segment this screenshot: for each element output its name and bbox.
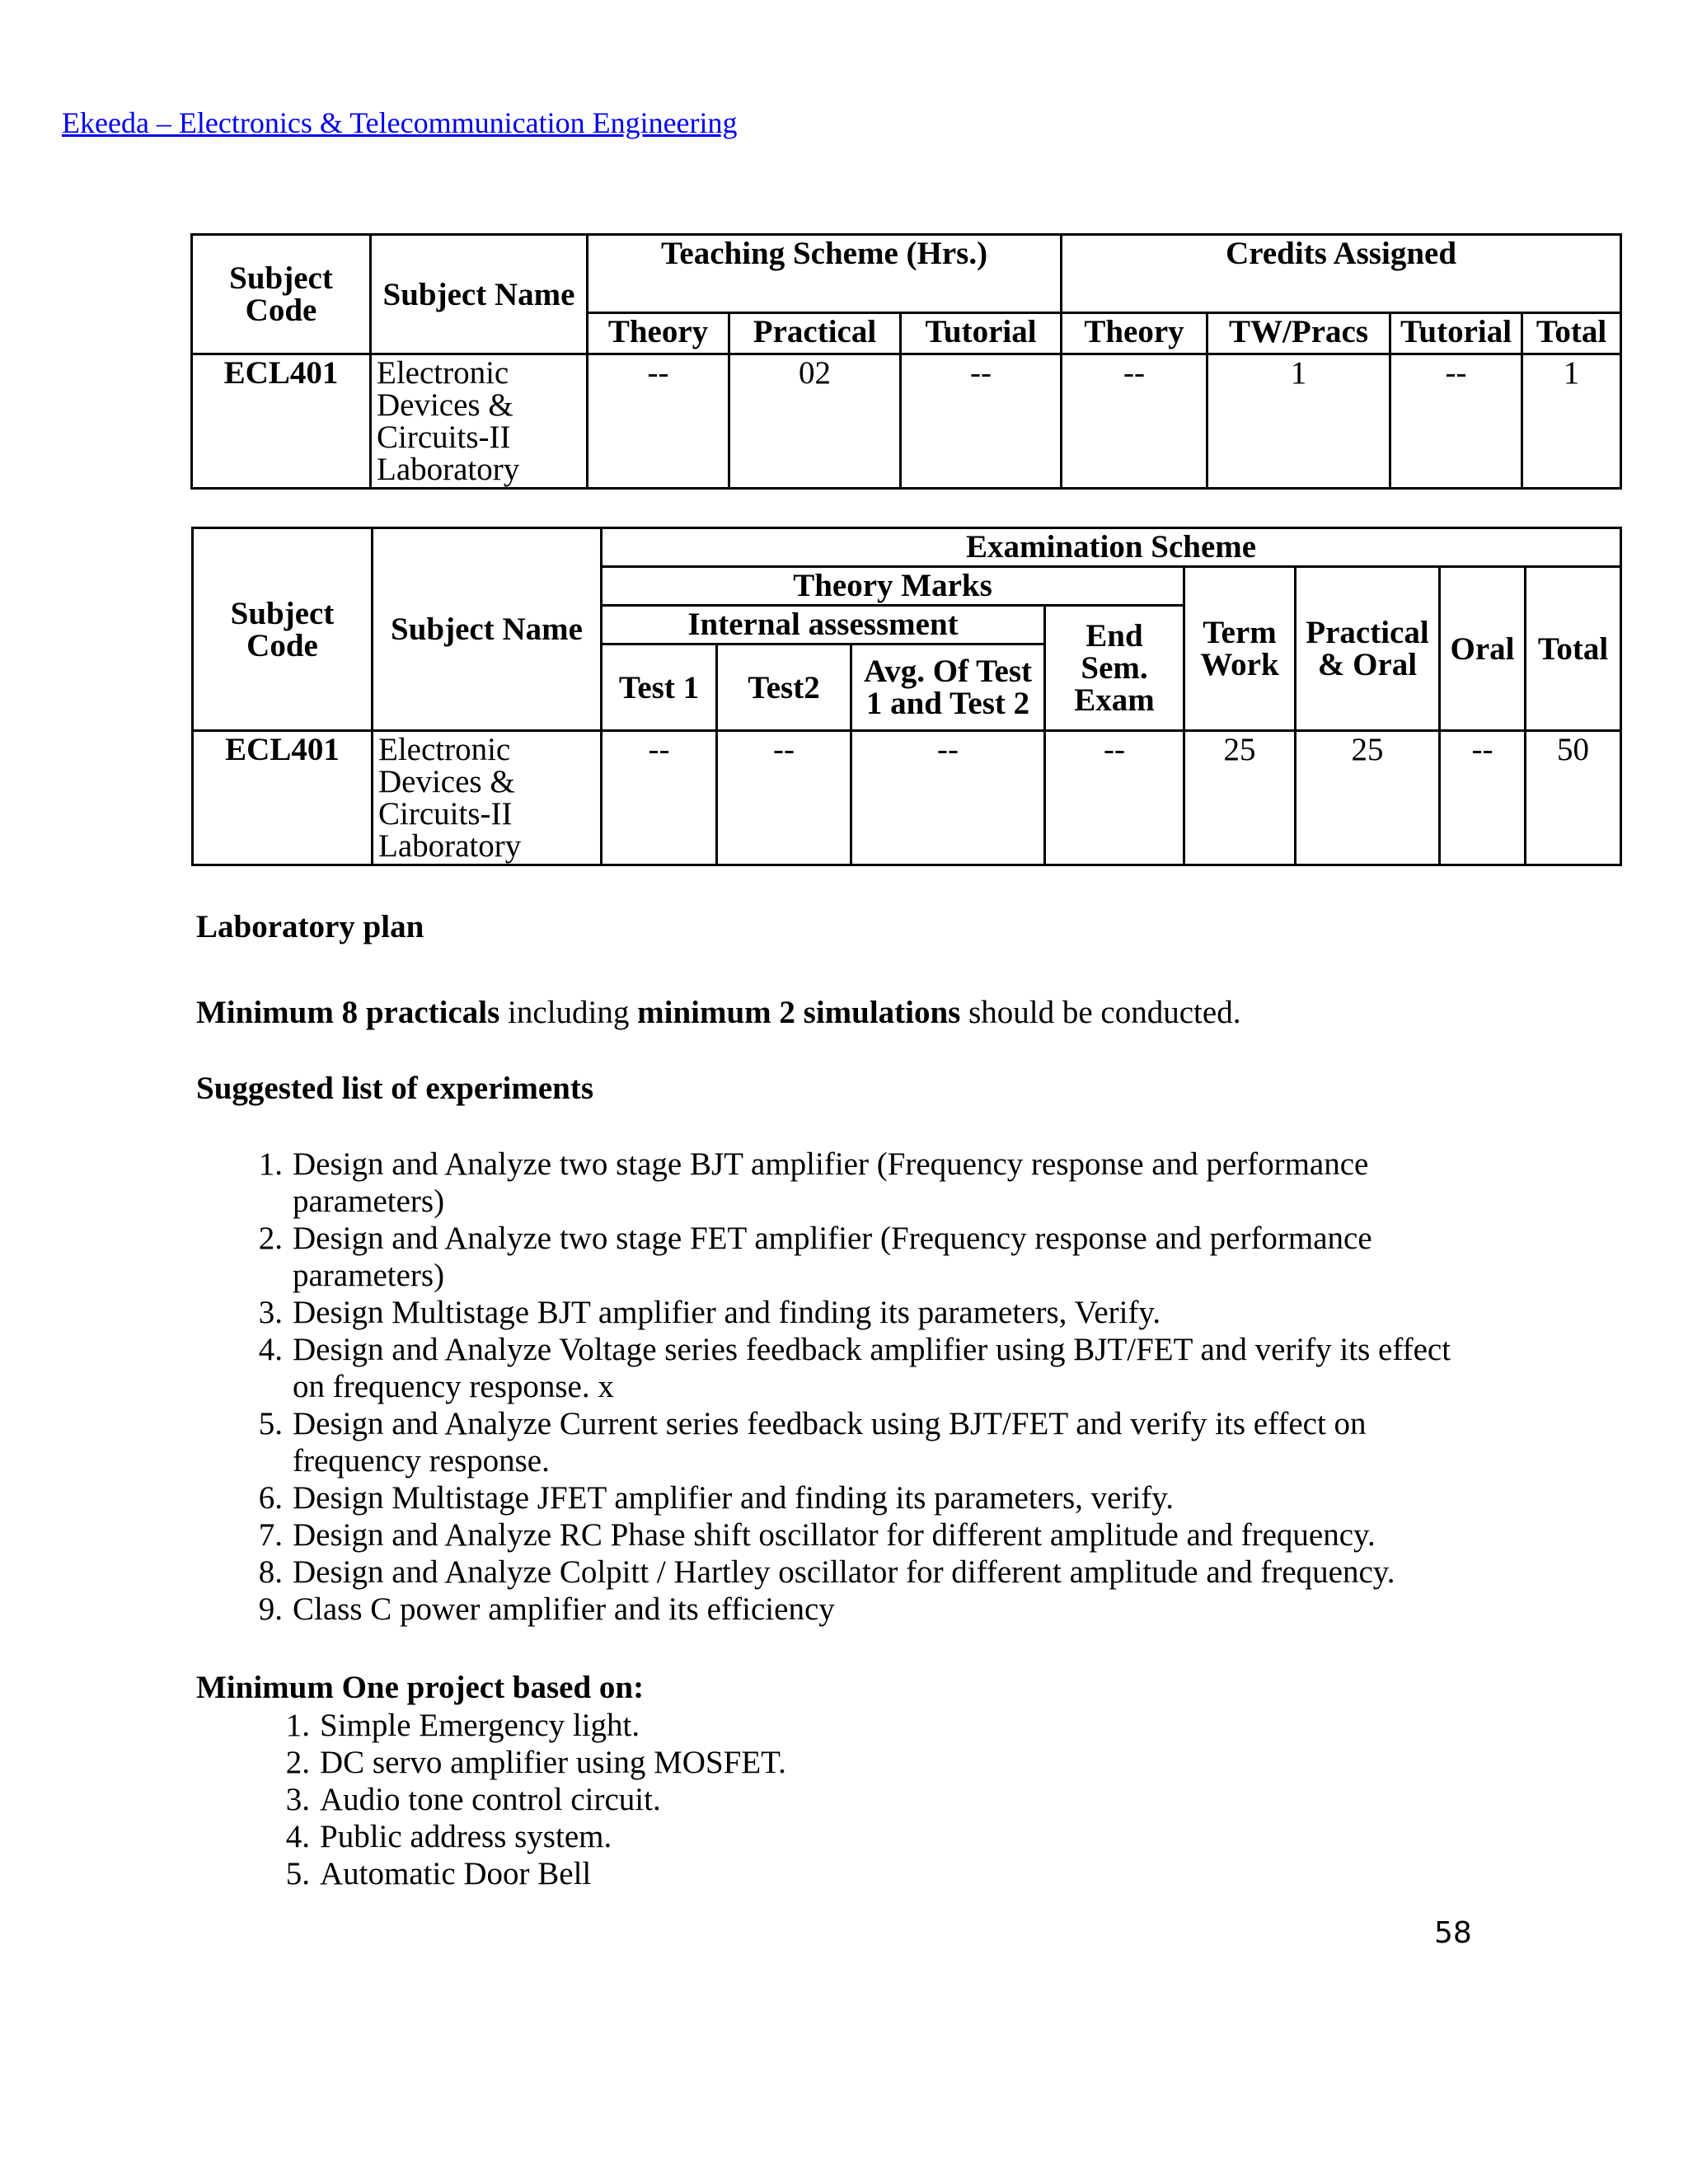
header-internal-assessment: Internal assessment bbox=[602, 606, 1045, 644]
list-text: Design and Analyze two stage FET amplifier (Frequency response and performance parameters) bbox=[293, 1221, 1372, 1293]
list-text: Public address system. bbox=[320, 1819, 612, 1854]
examination-scheme-table bbox=[191, 527, 1622, 866]
header-term-work: Term Work bbox=[1184, 567, 1296, 731]
list-item bbox=[270, 1855, 1342, 1892]
header-test1: Test 1 bbox=[602, 644, 717, 731]
list-number: 5. bbox=[258, 1406, 283, 1441]
header-theory-marks: Theory Marks bbox=[602, 567, 1184, 606]
header-subject-code: Subject Code bbox=[193, 528, 373, 731]
header-subject-name: Subject Name bbox=[371, 235, 588, 354]
header-tw-pracs: TW/Pracs bbox=[1207, 313, 1390, 354]
list-item bbox=[243, 1220, 1463, 1294]
list-item bbox=[243, 1331, 1463, 1405]
req-text-conducted: should be conducted. bbox=[960, 995, 1241, 1030]
header-examination-scheme: Examination Scheme bbox=[602, 528, 1621, 567]
header-theory: Theory bbox=[588, 313, 729, 354]
list-item bbox=[243, 1516, 1463, 1554]
list-item bbox=[270, 1744, 1342, 1781]
header-link[interactable]: Ekeeda – Electronics & Telecommunication Engineering bbox=[62, 106, 738, 139]
list-number: 9. bbox=[258, 1591, 283, 1627]
cell-total: 1 bbox=[1522, 354, 1621, 489]
teaching-scheme-table bbox=[190, 233, 1622, 490]
cell-test2: -- bbox=[717, 731, 851, 865]
header-practical: Practical bbox=[729, 313, 901, 354]
projects-heading: Minimum One project based on: bbox=[196, 1670, 645, 1705]
header-end-sem-exam: End Sem. Exam bbox=[1045, 606, 1184, 731]
list-text: Design and Analyze Voltage series feedback amplifier using BJT/FET and verify its effect on frequency response. x bbox=[293, 1332, 1451, 1404]
list-number: 6. bbox=[258, 1480, 283, 1516]
list-text: Design and Analyze two stage BJT amplifier (Frequency response and performance parameters) bbox=[293, 1146, 1369, 1219]
list-text: Design and Analyze Colpitt / Hartley oscillator for different amplitude and frequency. bbox=[293, 1554, 1395, 1590]
list-number: 7. bbox=[258, 1517, 283, 1553]
experiments-heading: Suggested list of experiments bbox=[196, 1071, 594, 1106]
cell-practical-oral: 25 bbox=[1296, 731, 1440, 865]
cell-end-sem-exam: -- bbox=[1045, 731, 1184, 865]
list-text: Design Multistage JFET amplifier and finding its parameters, verify. bbox=[293, 1480, 1175, 1516]
list-text: Design and Analyze Current series feedback using BJT/FET and verify its effect on frequency response. bbox=[293, 1406, 1367, 1479]
list-item bbox=[243, 1294, 1463, 1331]
header-practical-oral: Practical & Oral bbox=[1296, 567, 1440, 731]
list-number: 4. bbox=[285, 1819, 310, 1854]
cell-theory: -- bbox=[588, 354, 729, 489]
list-number: 1. bbox=[285, 1708, 310, 1743]
projects-list bbox=[270, 1707, 1342, 1892]
list-text: DC servo amplifier using MOSFET. bbox=[320, 1745, 786, 1780]
cell-credit-theory: -- bbox=[1062, 354, 1207, 489]
list-item bbox=[243, 1554, 1463, 1591]
cell-tutorial: -- bbox=[901, 354, 1062, 489]
cell-practical: 02 bbox=[729, 354, 901, 489]
table-row bbox=[192, 354, 1621, 489]
lab-plan-heading: Laboratory plan bbox=[196, 909, 424, 944]
header-tutorial: Tutorial bbox=[901, 313, 1062, 354]
list-item bbox=[243, 1479, 1463, 1516]
list-item bbox=[243, 1405, 1463, 1479]
list-text: Audio tone control circuit. bbox=[320, 1782, 661, 1817]
cell-term-work: 25 bbox=[1184, 731, 1296, 865]
list-text: Class C power amplifier and its efficiency bbox=[293, 1591, 835, 1627]
header-credits-assigned: Credits Assigned bbox=[1062, 235, 1621, 313]
req-bold-simulations: minimum 2 simulations bbox=[637, 995, 961, 1030]
cell-subject-name: Electronic Devices & Circuits-II Laboratory bbox=[371, 354, 588, 489]
header-subject-code: Subject Code bbox=[192, 235, 371, 354]
page-number: 58 bbox=[1434, 1916, 1472, 1950]
list-text: Design and Analyze RC Phase shift oscillator for different amplitude and frequency. bbox=[293, 1517, 1376, 1553]
header-credit-theory: Theory bbox=[1062, 313, 1207, 354]
cell-test1: -- bbox=[602, 731, 717, 865]
header-teaching-scheme: Teaching Scheme (Hrs.) bbox=[588, 235, 1062, 313]
header-credit-tutorial: Tutorial bbox=[1390, 313, 1522, 354]
req-bold-practicals: Minimum 8 practicals bbox=[196, 995, 500, 1030]
cell-oral: -- bbox=[1440, 731, 1526, 865]
list-item bbox=[270, 1707, 1342, 1744]
cell-subject-code: ECL401 bbox=[192, 354, 371, 489]
list-number: 1. bbox=[258, 1146, 283, 1182]
list-item bbox=[270, 1781, 1342, 1818]
header-subject-name: Subject Name bbox=[373, 528, 602, 731]
cell-total: 50 bbox=[1526, 731, 1621, 865]
cell-subject-name: Electronic Devices & Circuits-II Laboratory bbox=[373, 731, 602, 865]
cell-credit-tutorial: -- bbox=[1390, 354, 1522, 489]
cell-subject-code: ECL401 bbox=[193, 731, 373, 865]
header-avg-test: Avg. Of Test 1 and Test 2 bbox=[851, 644, 1045, 731]
list-number: 2. bbox=[258, 1221, 283, 1256]
lab-plan-requirement bbox=[196, 994, 1240, 1031]
list-item bbox=[270, 1818, 1342, 1855]
table-row bbox=[193, 731, 1621, 865]
list-text: Design Multistage BJT amplifier and finding its parameters, Verify. bbox=[293, 1295, 1161, 1330]
list-item bbox=[243, 1591, 1463, 1628]
list-number: 2. bbox=[285, 1745, 310, 1780]
req-text-including: including bbox=[499, 995, 638, 1030]
list-number: 3. bbox=[285, 1782, 310, 1817]
list-number: 3. bbox=[258, 1295, 283, 1330]
header-total: Total bbox=[1526, 567, 1621, 731]
header-oral: Oral bbox=[1440, 567, 1526, 731]
list-text: Simple Emergency light. bbox=[320, 1708, 640, 1743]
header-test2: Test2 bbox=[717, 644, 851, 731]
list-text: Automatic Door Bell bbox=[320, 1856, 592, 1891]
cell-avg-test: -- bbox=[851, 731, 1045, 865]
list-number: 4. bbox=[258, 1332, 283, 1367]
list-number: 8. bbox=[258, 1554, 283, 1590]
list-item bbox=[243, 1146, 1463, 1220]
cell-tw-pracs: 1 bbox=[1207, 354, 1390, 489]
header-total: Total bbox=[1522, 313, 1621, 354]
experiments-list bbox=[243, 1146, 1463, 1628]
list-number: 5. bbox=[285, 1856, 310, 1891]
